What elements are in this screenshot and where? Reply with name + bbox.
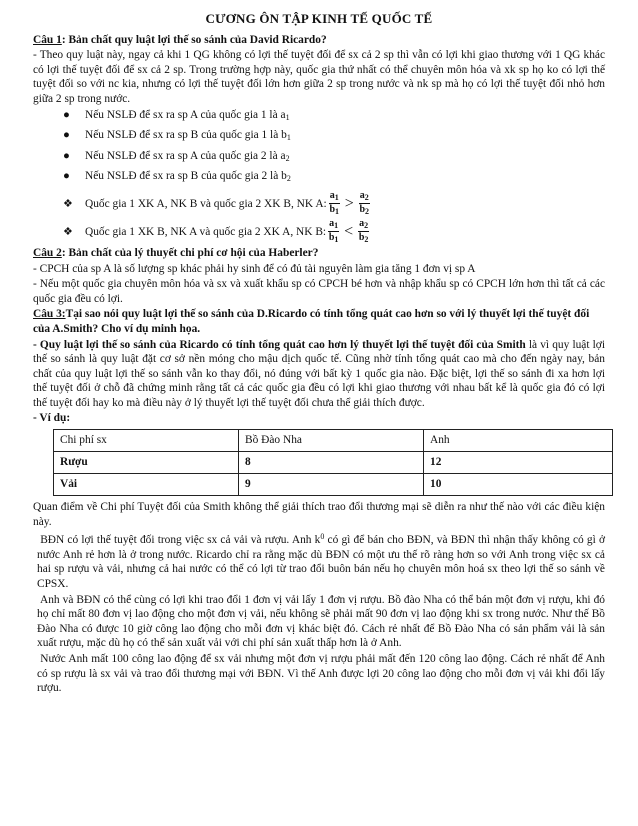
bullet-item: ● Nếu NSLĐ để sx ra sp A của quốc gia 2 là $a_2$ [63,149,290,163]
table-row [54,474,613,496]
question-2-heading [33,246,605,261]
question-1-bullets [33,108,605,187]
example-label: - Ví dụ: [33,412,71,425]
table-cell: Rượu [54,452,239,474]
example-paragraph-3: Nước Anh mất 100 công lao động để sx vải nhưng một đơn vị rượu phải mất đến 120 công lao động. Cách rẻ nhất để Anh có sp rượu là sx vải và trao đổi thương mại với BĐN. Vì thế Anh được lợi 20 công lao động cho mỗi đơn vị vải khi đổi lấy rượu. [37,653,605,695]
fraction: $\frac{a_1}{b_1}$ [329,190,339,217]
table-cell: 12 [424,452,613,474]
conclusion-item: ❖ Quốc gia 1 XK B, NK A và quốc gia 2 XK A, NK B: $\frac{a_1}{b_1}$ < $\frac{a_2}{b_2}$ [63,218,369,245]
cost-table [53,429,613,496]
table-cell: 9 [239,474,424,496]
question-3-heading [33,307,605,336]
table-header-cell: Anh [424,430,613,452]
table-cell: 10 [424,474,613,496]
bullet-item: ● Nếu NSLĐ để sx ra sp B của quốc gia 1 là $b_1$ [63,129,291,143]
question-3-number: Câu 3: [33,308,66,321]
table-cell: Vải [54,474,239,496]
comparison-operator: > [344,194,354,212]
question-2-text: : Bản chất của lý thuyết chi phí cơ hội của Haberler? [61,246,319,259]
question-1-text: : Bản chất quy luật lợi thế so sánh của David Ricardo? [61,33,327,46]
question-1-heading [33,33,605,48]
table-header-cell: Chi phí sx [54,430,239,452]
after-table-paragraph: Quan điểm về Chi phí Tuyệt đối của Smith không thể giải thích trao đổi thương mại sẽ diễn ra như thế nào với các điều kiện này. [33,501,605,528]
question-1-number: Câu 1 [33,33,62,46]
bullet-icon: ● [63,149,70,162]
comparison-operator: < [344,222,354,240]
diamond-bullet-icon: ❖ [63,197,73,210]
question-3-paragraph: - Quy luật lợi thế so sánh của Ricardo có tính tổng quát cao hơn lý thuyết lợi thế tuyệt đối của Smith là vì quy luật lợi thế so sánh là quy luật đặt cơ sở nền móng cho mậu dịch quốc tế. Cũng nhờ tính tổng quát cao mà cho đến ngày nay, bản chất của quy luật lợi thế so sánh vẫn ko thay đổi, nó đúng với bất kỳ 1 quốc gia nào. Đặc biệt, lợi thế so sánh đi xa hơn lợi thế tuyệt đối ở chỗ đã chứng minh rằng tất cả các quốc gia đều có lợi khi giao thương với nhau bất kể là quốc gia đó có lợi thế tuyệt đối hay ko mà điều này ở lý thuyết lợi thế tuyệt đối chưa thể giải thích được. [33,338,605,409]
question-3-text: Tại sao nói quy luật lợi thế so sánh của D.Ricardo có tính tổng quát cao hơn so với lý thuyết lợi thế tuyệt đối của A.Smith? Cho ví dụ minh họa. [33,308,590,335]
fraction: $\frac{a_2}{b_2}$ [359,190,370,217]
example-paragraph-2: Anh và BĐN có thể cùng có lợi khi trao đổi 1 đơn vị vải lấy 1 đơn vị rượu. Bồ đào Nha có thể bán một đơn vị rượu, khi đó họ chỉ mất 80 đơn vị lao động cho một đơn vị vải, nếu không sẽ phải mất 90 đơn vị lao động khi sx trong nước. Như thế Bồ Đào Nha có được 10 giờ công lao động cho mỗi đơn vị khác biệt đó. Cách rẻ nhất để Bồ Đào Nha có sản phẩm vải là sản xuất rượu, mặc dù họ có thể sản xuất vải với chi phí sản xuất thấp hơn là ở Anh. [37,593,605,650]
bullet-item: ● Nếu NSLĐ để sx ra sp A của quốc gia 1 là $a_1$ [63,108,290,122]
example-paragraph-1: BĐN có lợi thế tuyệt đối trong việc sx cả vải và rượu. Anh $k^0$ có gì để bán cho BĐN, và BĐN thì nhận thấy không có gì ở nước Anh rẻ hơn là ở trong nước. Ricardo chỉ ra rằng mặc dù BĐN có một ưu thế rõ ràng hơn so với Anh trong việc sx cả hai sp rượu và vải, nhưng cả hai nước có thể có lợi từ trao đổi buôn bán nếu họ chuyên môn hoá sx theo lợi thế so sánh về CPSX. [37,532,605,591]
bullet-icon: ● [63,129,70,142]
document-title: CƯƠNG ÔN TẬP KINH TẾ QUỐC TẾ [205,11,433,26]
question-2-number: Câu 2 [33,246,62,259]
fraction: $\frac{a_2}{b_2}$ [358,218,369,245]
table-row [54,452,613,474]
table-cell: 8 [239,452,424,474]
table-header-row [54,430,613,452]
fraction: $\frac{a_1}{b_1}$ [328,218,339,245]
bullet-item: ● Nếu NSLĐ để sx ra sp B của quốc gia 2 là $b_2$ [63,170,291,184]
question-2-paragraph-2: - Nếu một quốc gia chuyên môn hóa và sx và xuất khẩu sp có CPCH bé hơn và nhập khẩu sp có CPCH lớn hơn thì tất cả các quốc gia đều có lợi. [33,278,605,305]
diamond-bullet-icon: ❖ [63,225,73,238]
question-1-paragraph: - Theo quy luật này, ngay cả khi 1 QG không có lợi thế tuyệt đối để sx cả 2 sp thì vẫn có lợi khi giao thương với 1 QG khác có lợi thế tuyệt đối để sx cả 2 sp. Trong trường hợp này, quốc gia thứ nhất có thể chuyên môn hóa và xk sp họ ko có lợi thế tuyệt đối so với nc kia, nhưng có lợi thế tuyệt đối lớn hơn giữa 2 sp trong nước và nk sp mà họ có lợi thế tuyệt đối nhỏ hơn giữa 2 sp trong nước. [33,49,605,105]
table-header-cell: Bồ Đào Nha [239,430,424,452]
bullet-icon: ● [63,170,70,183]
bullet-icon: ● [63,108,70,121]
question-2-paragraph-1: - CPCH của sp A là số lượng sp khác phải hy sinh để có đủ tài nguyên làm gia tăng 1 đơn vị sp A [33,262,476,275]
conclusion-item: ❖ Quốc gia 1 XK A, NK B và quốc gia 2 XK B, NK A: $\frac{a_1}{b_1}$ > $\frac{a_2}{b_2}$ [63,190,370,217]
